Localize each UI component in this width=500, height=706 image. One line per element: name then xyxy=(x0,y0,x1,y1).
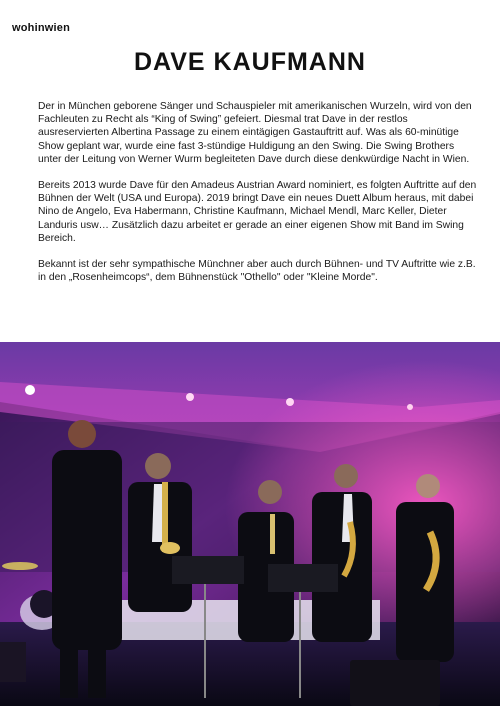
article-body xyxy=(38,100,478,297)
paragraph-career: Bereits 2013 wurde Dave für den Amadeus Austrian Award nominiert, es folgten Auftritte auf den Bühnen der Welt (USA und Europa). 2019 bringt Dave ein neues Duett Album heraus, mit dabei Nino de Angelo, Eva Habermann, Christine Kaufmann, Michael Mendl, Marc Keller, Dieter Landuris usw… Zusätzlich dazu arbeitet er gerade an einer eigenen Show mit Band im Swing Bereich. xyxy=(38,180,477,244)
article-title: DAVE KAUFMANN xyxy=(134,48,366,76)
paragraph-tv: Bekannt ist der sehr sympathische Münchner aber auch durch Bühnen- und TV Auftritte wie z.B. in den „Rosenheimcops“, dem Bühnenstück "Othello" oder "Kleine Morde". xyxy=(38,259,476,284)
concert-photo xyxy=(0,342,500,706)
brand-logo: wohinwien xyxy=(12,22,71,34)
paragraph-intro: Der in München geborene Sänger und Schauspieler mit amerikanischen Wurzeln, wird von den Fachleuten zu Recht als “King of Swing” gefeiert. Diesmal trat Dave in der restlos ausreservierten Albertina Passage zu einem eintägigen Gastauftritt auf. Was als 60-minütige Show geplant war, wurde eine fast 3-stündige Huldigung an den Swing. Die Swing Brothers unter der Leitung von Werner Wurm begleiteten Dave durch diese denkwürdige Nacht in Wien. xyxy=(38,101,472,165)
